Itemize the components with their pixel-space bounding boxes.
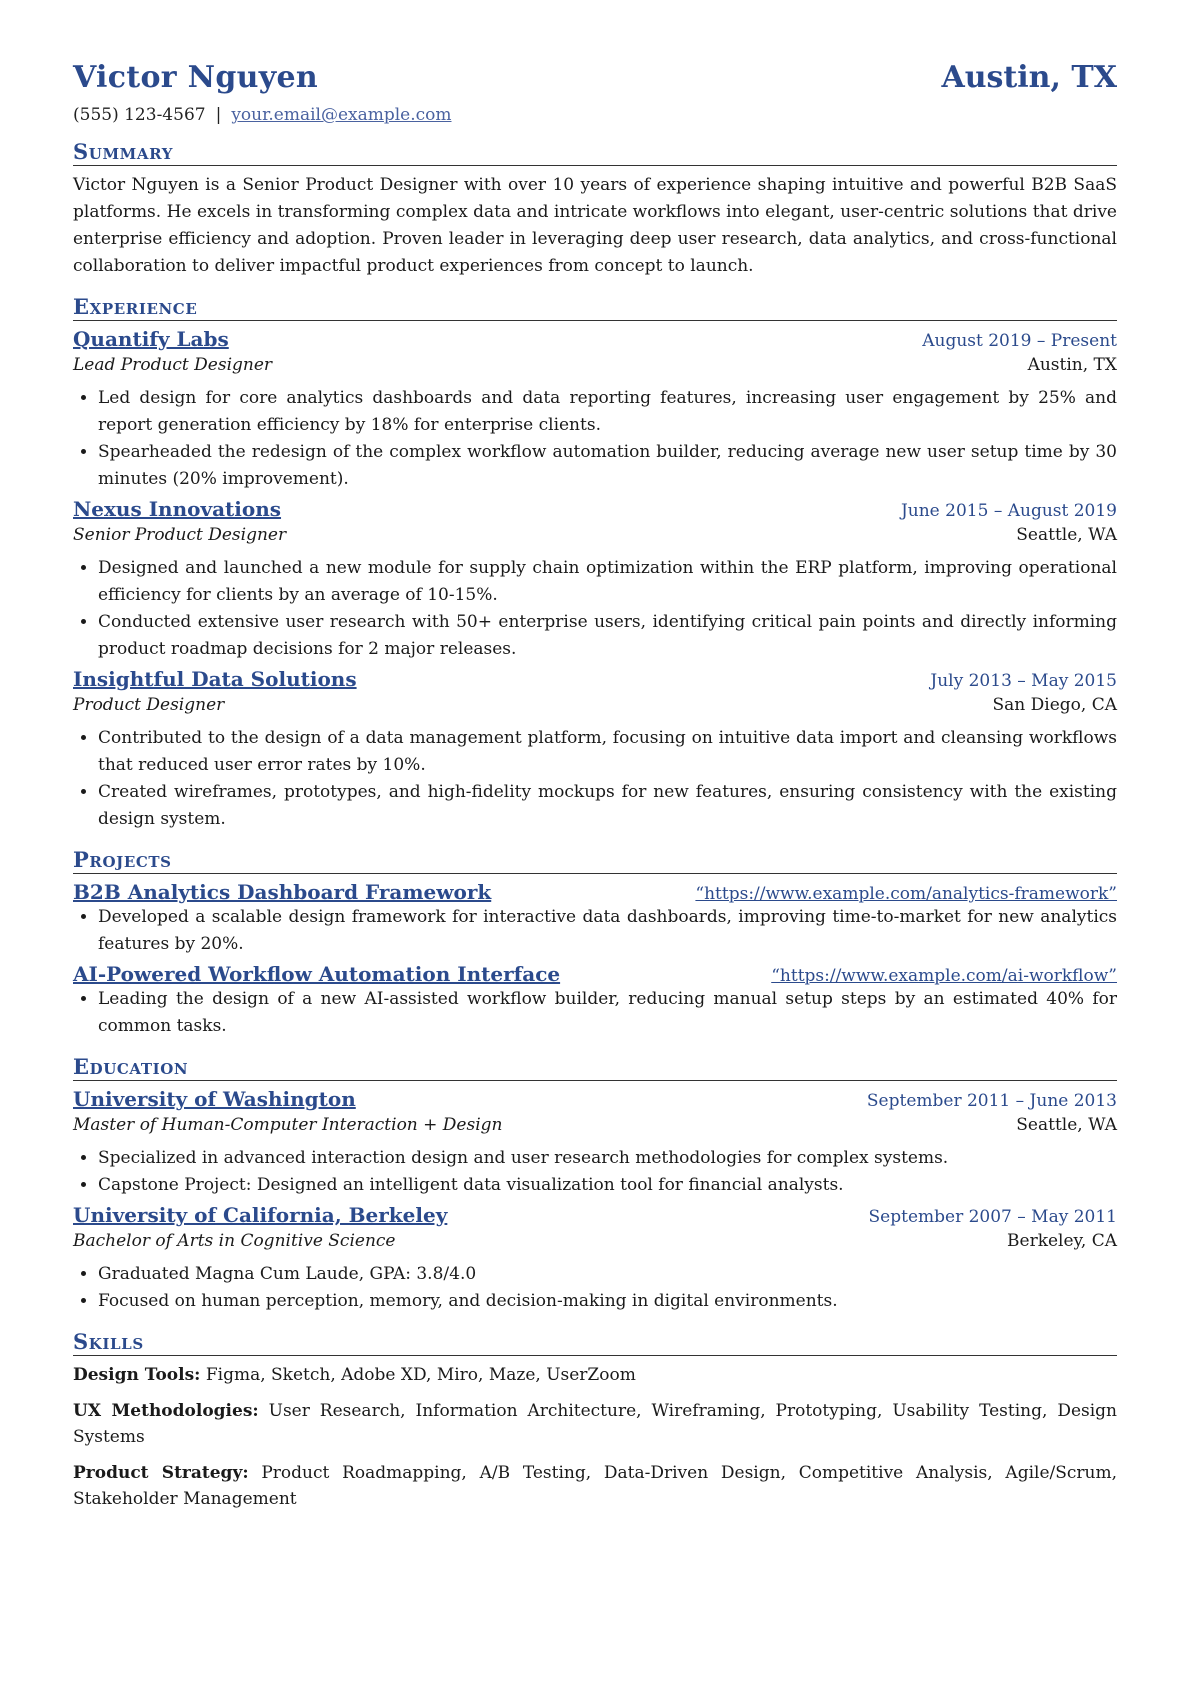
project-url-link[interactable]: “https://www.example.com/ai-workflow” — [771, 966, 1117, 986]
email-link[interactable]: your.email@example.com — [231, 105, 452, 125]
degree: Bachelor of Arts in Cognitive Science — [73, 1231, 396, 1251]
bullet-item: • Focused on human perception, memory, and decision-making in digital environments. — [98, 1288, 1117, 1315]
contact-separator: | — [215, 105, 222, 125]
bullet-item: • Leading the design of a new AI-assisted workflow builder, reducing manual setup steps by an estimated 40% for common tasks. — [98, 986, 1117, 1040]
summary-text: Victor Nguyen is a Senior Product Designer with over 10 years of experience shaping intuitive and powerful B2B SaaS platforms. He excels in transforming complex data and intricate workflows into elegant, user-centric solutions that drive enterprise efficiency and adoption. Proven leader in leveraging deep user research, data analytics, and cross-functional collaboration to deliver impactful product experiences from concept to launch. — [73, 175, 1117, 276]
employer-link[interactable]: Nexus Innovations — [73, 497, 282, 521]
degree: Master of Human-Computer Interaction + Design — [73, 1115, 503, 1135]
candidate-location: Austin, TX — [941, 60, 1117, 95]
summary-heading: Summary — [73, 139, 1117, 166]
job-title: Product Designer — [73, 695, 225, 715]
education-entry — [73, 1087, 1117, 1199]
skill-label: UX Methodologies: — [73, 1401, 259, 1421]
bullet-item: • Contributed to the design of a data management platform, focusing on intuitive data import and cleansing workflows that reduced user error rates by 10%. — [98, 725, 1117, 779]
employment-dates: August 2019 – Present — [922, 331, 1117, 351]
employment-dates: June 2015 – August 2019 — [900, 501, 1117, 521]
bullet-item: • Spearheaded the redesign of the complex workflow automation builder, reducing average new user setup time by 30 minutes (20% improvement). — [98, 439, 1117, 493]
skill-value: User Research, Information Architecture, Wireframing, Prototyping, Usability Testing, Design Systems — [73, 1401, 1117, 1447]
employer-link[interactable]: Insightful Data Solutions — [73, 667, 357, 691]
skill-label: Design Tools: — [73, 1365, 201, 1385]
bullet-list — [73, 986, 1117, 1040]
job-title: Senior Product Designer — [73, 525, 287, 545]
employer-link[interactable]: Quantify Labs — [73, 327, 229, 351]
experience-entry — [73, 667, 1117, 833]
school-location: Seattle, WA — [1016, 1115, 1117, 1135]
skills-heading: Skills — [73, 1329, 1117, 1356]
projects-heading: Projects — [73, 847, 1117, 874]
experience-heading: Experience — [73, 294, 1117, 321]
school-link[interactable]: University of California, Berkeley — [73, 1203, 448, 1227]
bullet-list — [73, 555, 1117, 663]
school-link[interactable]: University of Washington — [73, 1087, 356, 1111]
education-dates: September 2007 – May 2011 — [868, 1207, 1117, 1227]
bullet-item: • Graduated Magna Cum Laude, GPA: 3.8/4.0 — [98, 1261, 1117, 1288]
bullet-item: • Capstone Project: Designed an intelligent data visualization tool for financial analysts. — [98, 1172, 1117, 1199]
bullet-list — [73, 385, 1117, 493]
employment-dates: July 2013 – May 2015 — [930, 671, 1117, 691]
bullet-item: • Led design for core analytics dashboards and data reporting features, increasing user engagement by 25% and report generation efficiency by 18% for enterprise clients. — [98, 385, 1117, 439]
project-url-link[interactable]: “https://www.example.com/analytics-framework” — [695, 884, 1117, 904]
bullet-list — [73, 725, 1117, 833]
header — [73, 60, 1117, 95]
bullet-item: • Developed a scalable design framework for interactive data dashboards, improving time-to-market for new analytics features by 20%. — [98, 904, 1117, 958]
skill-row — [73, 1460, 1117, 1512]
skill-value: Product Roadmapping, A/B Testing, Data-Driven Design, Competitive Analysis, Agile/Scrum, Stakeholder Management — [73, 1463, 1118, 1509]
job-location: Austin, TX — [1027, 355, 1117, 375]
job-title: Lead Product Designer — [73, 355, 273, 375]
experience-entry — [73, 497, 1117, 663]
skill-value: Figma, Sketch, Adobe XD, Miro, Maze, UserZoom — [205, 1365, 636, 1385]
education-heading: Education — [73, 1054, 1117, 1081]
phone: (555) 123-4567 — [73, 105, 206, 125]
project-entry — [73, 880, 1117, 958]
job-location: San Diego, CA — [992, 695, 1117, 715]
experience-entry — [73, 327, 1117, 493]
education-dates: September 2011 – June 2013 — [866, 1091, 1117, 1111]
job-location: Seattle, WA — [1016, 525, 1117, 545]
candidate-name: Victor Nguyen — [73, 60, 318, 95]
bullet-list — [73, 904, 1117, 958]
project-name-link[interactable]: AI-Powered Workflow Automation Interface — [73, 962, 561, 986]
education-entry — [73, 1203, 1117, 1315]
project-entry — [73, 962, 1117, 1040]
skill-label: Product Strategy: — [73, 1463, 249, 1483]
bullet-item: • Conducted extensive user research with 50+ enterprise users, identifying critical pain points and directly informing product roadmap decisions for 2 major releases. — [98, 609, 1117, 663]
bullet-item: • Created wireframes, prototypes, and high-fidelity mockups for new features, ensuring consistency with the existing design system. — [98, 779, 1117, 833]
contact-line — [73, 105, 1117, 125]
skill-row — [73, 1398, 1117, 1450]
bullet-item: • Designed and launched a new module for supply chain optimization within the ERP platform, improving operational efficiency for clients by an average of 10-15%. — [98, 555, 1117, 609]
skill-row — [73, 1362, 1117, 1388]
bullet-list — [73, 1261, 1117, 1315]
school-location: Berkeley, CA — [1007, 1231, 1117, 1251]
project-name-link[interactable]: B2B Analytics Dashboard Framework — [73, 880, 492, 904]
bullet-list — [73, 1145, 1117, 1199]
bullet-item: • Specialized in advanced interaction design and user research methodologies for complex systems. — [98, 1145, 1117, 1172]
